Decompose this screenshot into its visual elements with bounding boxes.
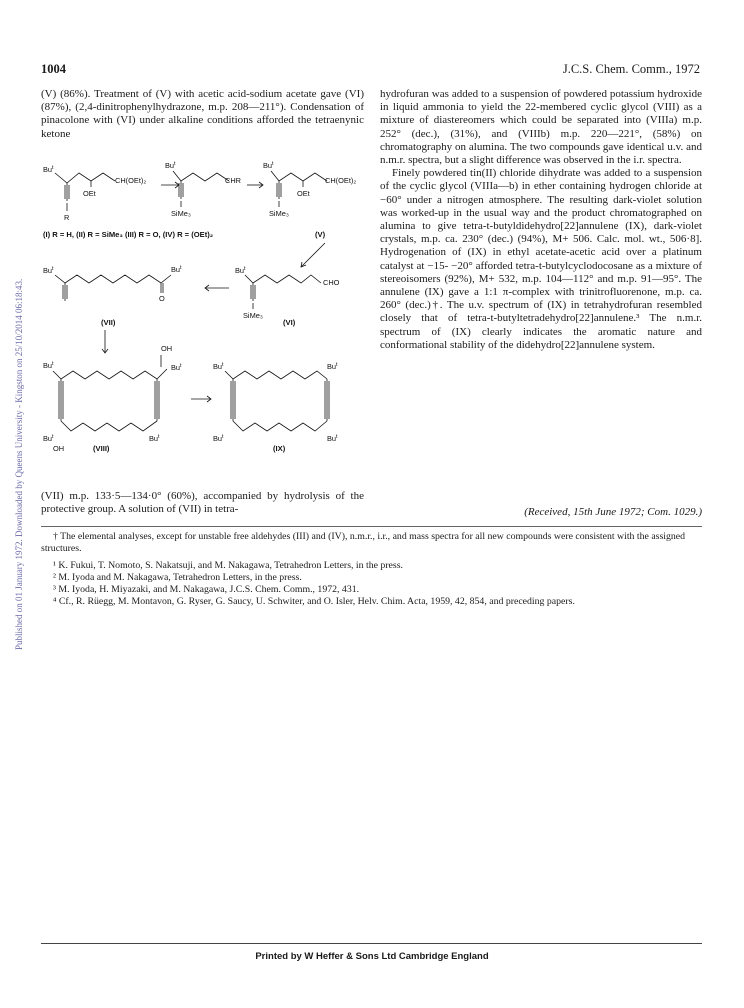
svg-text:But: Bu$^t$ [165, 161, 176, 170]
svg-text:But: Bu$^t$ [43, 361, 54, 370]
reference-1: ¹ K. Fukui, T. Nomoto, S. Nakatsuji, and M. Nakagawa, Tetrahedron Letters, in the press. [53, 560, 403, 571]
compound-vii [43, 265, 182, 327]
compound-acetal-sime3 [263, 161, 356, 218]
compound-i-iv [43, 165, 146, 222]
svg-text:But: Bu$^t$ [263, 161, 274, 170]
svg-text:OEt: OEt [297, 189, 310, 198]
svg-text:O: O [159, 294, 165, 303]
svg-text:CH(OEt)₂: CH(OEt)₂ [325, 176, 357, 185]
svg-text:OH: OH [161, 344, 173, 353]
compound-vi [235, 266, 340, 327]
svg-text:CHR: CHR [225, 176, 242, 185]
left-column-top [41, 88, 364, 141]
journal-header: J.C.S. Chem. Comm., 1972 [562, 62, 700, 76]
received-date: (Received, 15th June 1972; Com. 1029.) [524, 506, 702, 518]
svg-text:But: Bu$^t$ [43, 266, 54, 275]
right-paragraph-1: hydrofuran was added to a suspension of powdered potassium hydroxide in liquid ammonia to yield the 22-membered cyclic glycol (VIII) as a mixture of diastereomers which could be separated into (VIIIa) m.p. 252° (dec.), (31%), and (VIIIb) m.p. 220—221°, (58%) on chromatography on alumina. The two compounds gave identical u.v. and n.m.r. spectra, but a slight difference was observed in the i.r. spectra. [380, 88, 702, 167]
bottom-rule [41, 943, 702, 944]
reference-4: ⁴ Cf., R. Rüegg, M. Montavon, G. Ryser, G. Saucy, U. Schwiter, and O. Isler, Helv. Chim. Acta, 1959, 42, 854, and preceding papers. [53, 596, 575, 607]
reference-2: ² M. Iyoda and M. Nakagawa, Tetrahedron Letters, in the press. [53, 572, 302, 583]
left-paragraph-1: (V) (86%). Treatment of (V) with acetic acid-sodium acetate gave (VI) (87%), (2,4-dinitrophenylhydrazone, m.p. 208—211°). Condensation of pinacolone with (VI) under alkaline conditions afforded the tetraenynic ketone [41, 88, 364, 140]
svg-text:But: Bu$^t$ [213, 362, 224, 371]
svg-text:OH: OH [53, 444, 65, 453]
arrow-v-vi [301, 243, 325, 267]
label-ix: (IX) [273, 444, 286, 453]
printer-credit: Printed by W Heffer & Sons Ltd Cambridge England [255, 951, 489, 962]
footnote-rule [41, 526, 702, 527]
svg-text:But: Bu$^t$ [327, 362, 338, 371]
footnotes [41, 531, 702, 608]
svg-text:OEt: OEt [83, 189, 96, 198]
svg-text:But: Bu$^t$ [327, 434, 338, 443]
svg-text:SiMe₃: SiMe₃ [243, 311, 263, 320]
svg-text:But: Bu$^t$ [171, 265, 182, 274]
left-column-bottom [41, 490, 364, 516]
reference-3: ³ M. Iyoda, H. Miyazaki, and M. Nakagawa, J.C.S. Chem. Comm., 1972, 431. [53, 584, 360, 595]
svg-text:CHO: CHO [323, 278, 340, 287]
label-vii: (VII) [101, 318, 116, 327]
compound-intermediate [165, 161, 241, 218]
svg-text:SiMe₃: SiMe₃ [171, 209, 191, 218]
page-number: 1004 [41, 62, 66, 76]
right-column [380, 88, 702, 352]
svg-text:But: Bu$^t$ [149, 434, 160, 443]
caption-i-iv: (I) R = H, (II) R = SiMe₃ (III) R = O, (IV) R = (OEt)₂ [43, 230, 214, 239]
svg-text:But: Bu$^t$ [171, 363, 182, 372]
label-vi: (VI) [283, 318, 296, 327]
download-watermark: Published on 01 January 1972. Downloaded by Queens University - Kingston on 25/10/2014 06:18:43. [14, 278, 24, 650]
right-paragraph-2: Finely powdered tin(II) chloride dihydrate was added to a suspension of the cyclic glycol (VIIIa—b) in ether containing hydrogen chloride at −60° under a nitrogen atmosphere. The resulting dark-violet solution was worked-up in the usual way and the product chromatographed on alumina to give tetra-t-butyldidehydro[22]annulene (IX), dark-violet crystals, m.p. ca. 230° (dec.) (94%), M+ 506. Calc. mol. wt., 506·8]. Hydrogenation of (IX) in ethyl acetate-acetic acid over a platinum catalyst at −15- −20° afforded tetra-t-butylcyclodocosane as a mixture of stereoisomers (92%), M+ 532, m.p. 104—112° and m.p. 91—95°. The annulene (IX) gave a 1:1 π-complex with trinitrofluorenone, m.p. ca. 260° (dec.)†. The u.v. spectrum of (IX) in tetrahydrofuran resembled closely that of tetra-t-butyltetradehydro[22]annulene.³ The n.m.r. spectrum of (IX) clearly indicates the aromatic nature and conformational stability of the didehydro[22]annulene system. [380, 167, 702, 351]
svg-text:But: Bu$^t$ [213, 434, 224, 443]
svg-text:CH(OEt)₂: CH(OEt)₂ [115, 176, 147, 185]
compound-viii [43, 344, 182, 453]
svg-text:But: Bu$^t$ [235, 266, 246, 275]
svg-text:R: R [64, 213, 70, 222]
svg-text:But: Bu$^t$ [43, 434, 54, 443]
svg-text:SiMe₃: SiMe₃ [269, 209, 289, 218]
label-v: (V) [315, 230, 326, 239]
label-viii: (VIII) [93, 444, 110, 453]
left-paragraph-2: (VII) m.p. 133·5—134·0° (60%), accompanied by hydrolysis of the protective group. A solution of (VII) in tetra- [41, 490, 364, 516]
but-label: Bu$^t$ [43, 165, 54, 174]
footnote-dagger: † The elemental analyses, except for unstable free aldehydes (III) and (IV), n.m.r., i.r., and mass spectra for all new compounds were consistent with the assigned structures. [41, 531, 686, 554]
compound-ix [213, 362, 338, 453]
reaction-scheme [41, 155, 364, 487]
